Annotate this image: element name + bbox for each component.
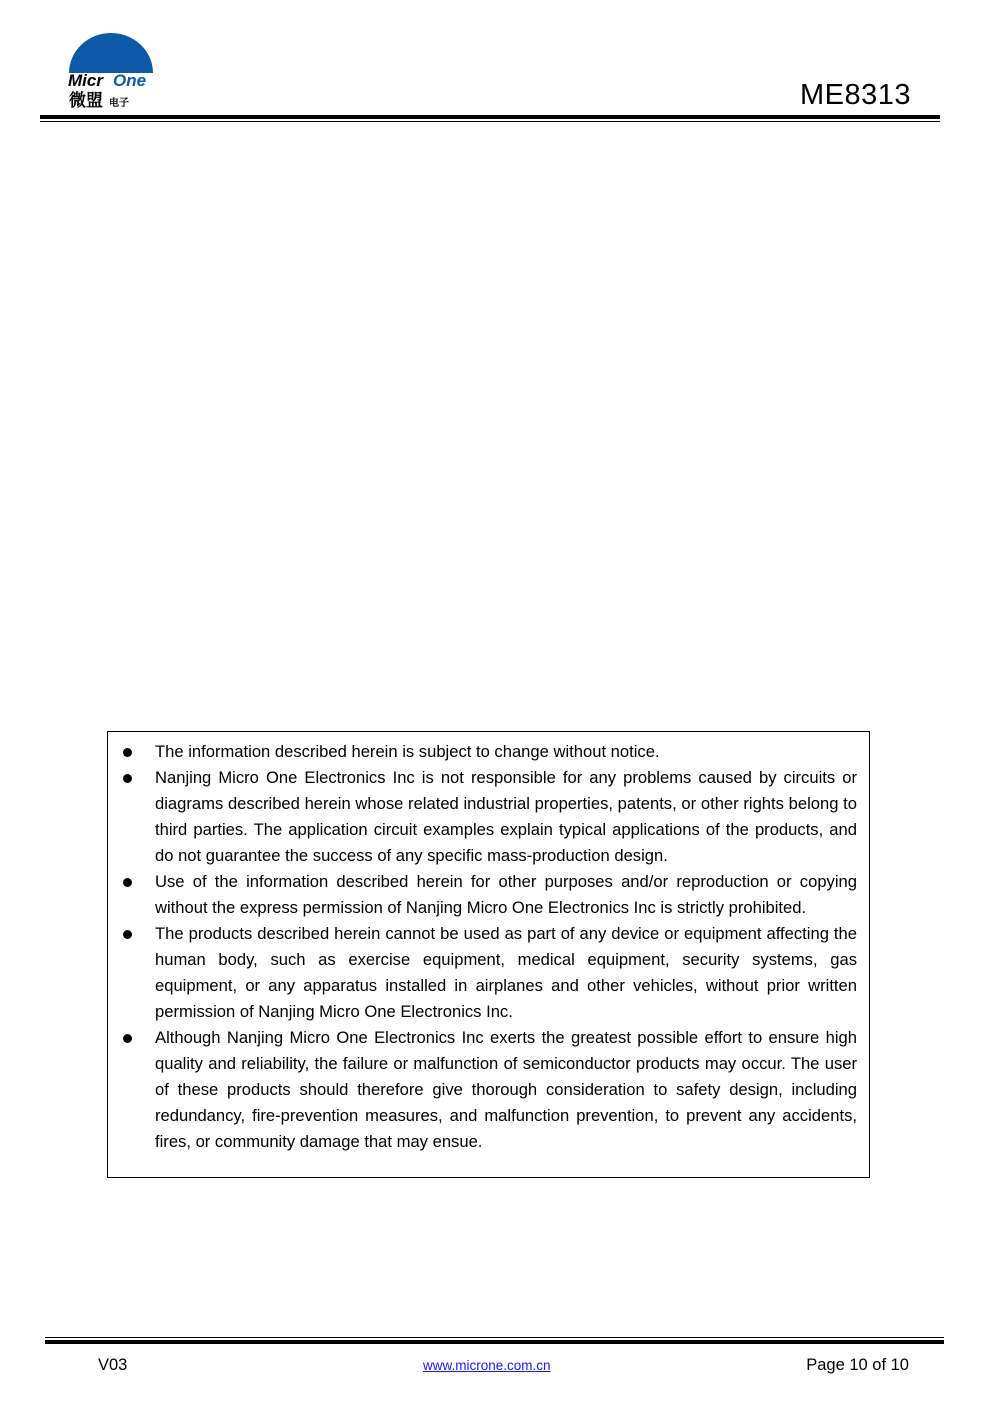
bullet-icon [123,774,132,783]
disclaimer-item [108,869,869,921]
header-divider [40,115,940,119]
disclaimer-text: The products described herein cannot be used as part of any device or equipment affecting the human body, such as exercise equipment, medical equipment, security systems, gas equipment, or any apparatus installed in airplanes and other vehicles, without prior written permission of Nanjing Micro One Electronics Inc. [155,924,857,1021]
svg-text:微盟: 微盟 [69,91,103,111]
disclaimer-box [107,731,870,1178]
disclaimer-item [108,1025,869,1155]
document-title: ME8313 [799,79,911,111]
bullet-icon [123,748,132,757]
disclaimer-text: The information described herein is subject to change without notice. [155,742,660,761]
disclaimer-text: Nanjing Micro One Electronics Inc is not responsible for any problems caused by circuits or diagrams described herein whose related industrial properties, patents, or other rights belong to third parties. The application circuit examples explain typical applications of the products, and do not guarantee the success of any specific mass-production design. [155,768,857,865]
disclaimer-text: Use of the information described herein for other purposes and/or reproduction or copying without the express permission of Nanjing Micro One Electronics Inc is strictly prohibited. [155,872,857,917]
bullet-icon [123,878,132,887]
disclaimer-item [108,921,869,1025]
header-divider-thin [40,121,940,122]
disclaimer-item [108,765,869,869]
disclaimer-item [108,739,869,765]
company-website-link[interactable]: www.microne.com.cn [423,1358,551,1373]
svg-text:电子: 电子 [109,98,129,109]
footer-divider-thin [45,1337,944,1338]
page-number: Page 10 of 10 [806,1356,909,1374]
document-version: V03 [98,1356,128,1374]
company-logo [66,33,156,111]
footer-divider [45,1340,944,1344]
bullet-icon [123,930,132,939]
bullet-icon [123,1034,132,1043]
disclaimer-list [108,739,869,1155]
svg-text:One: One [113,71,147,90]
svg-text:Micr: Micr [68,71,103,90]
disclaimer-text: Although Nanjing Micro One Electronics Inc exerts the greatest possible effort to ensure high quality and reliability, the failure or malfunction of semiconductor products may occur. The user of these products should therefore give thorough consideration to safety design, including redundancy, fire-prevention measures, and malfunction prevention, to prevent any accidents, fires, or community damage that may ensue. [155,1028,857,1151]
